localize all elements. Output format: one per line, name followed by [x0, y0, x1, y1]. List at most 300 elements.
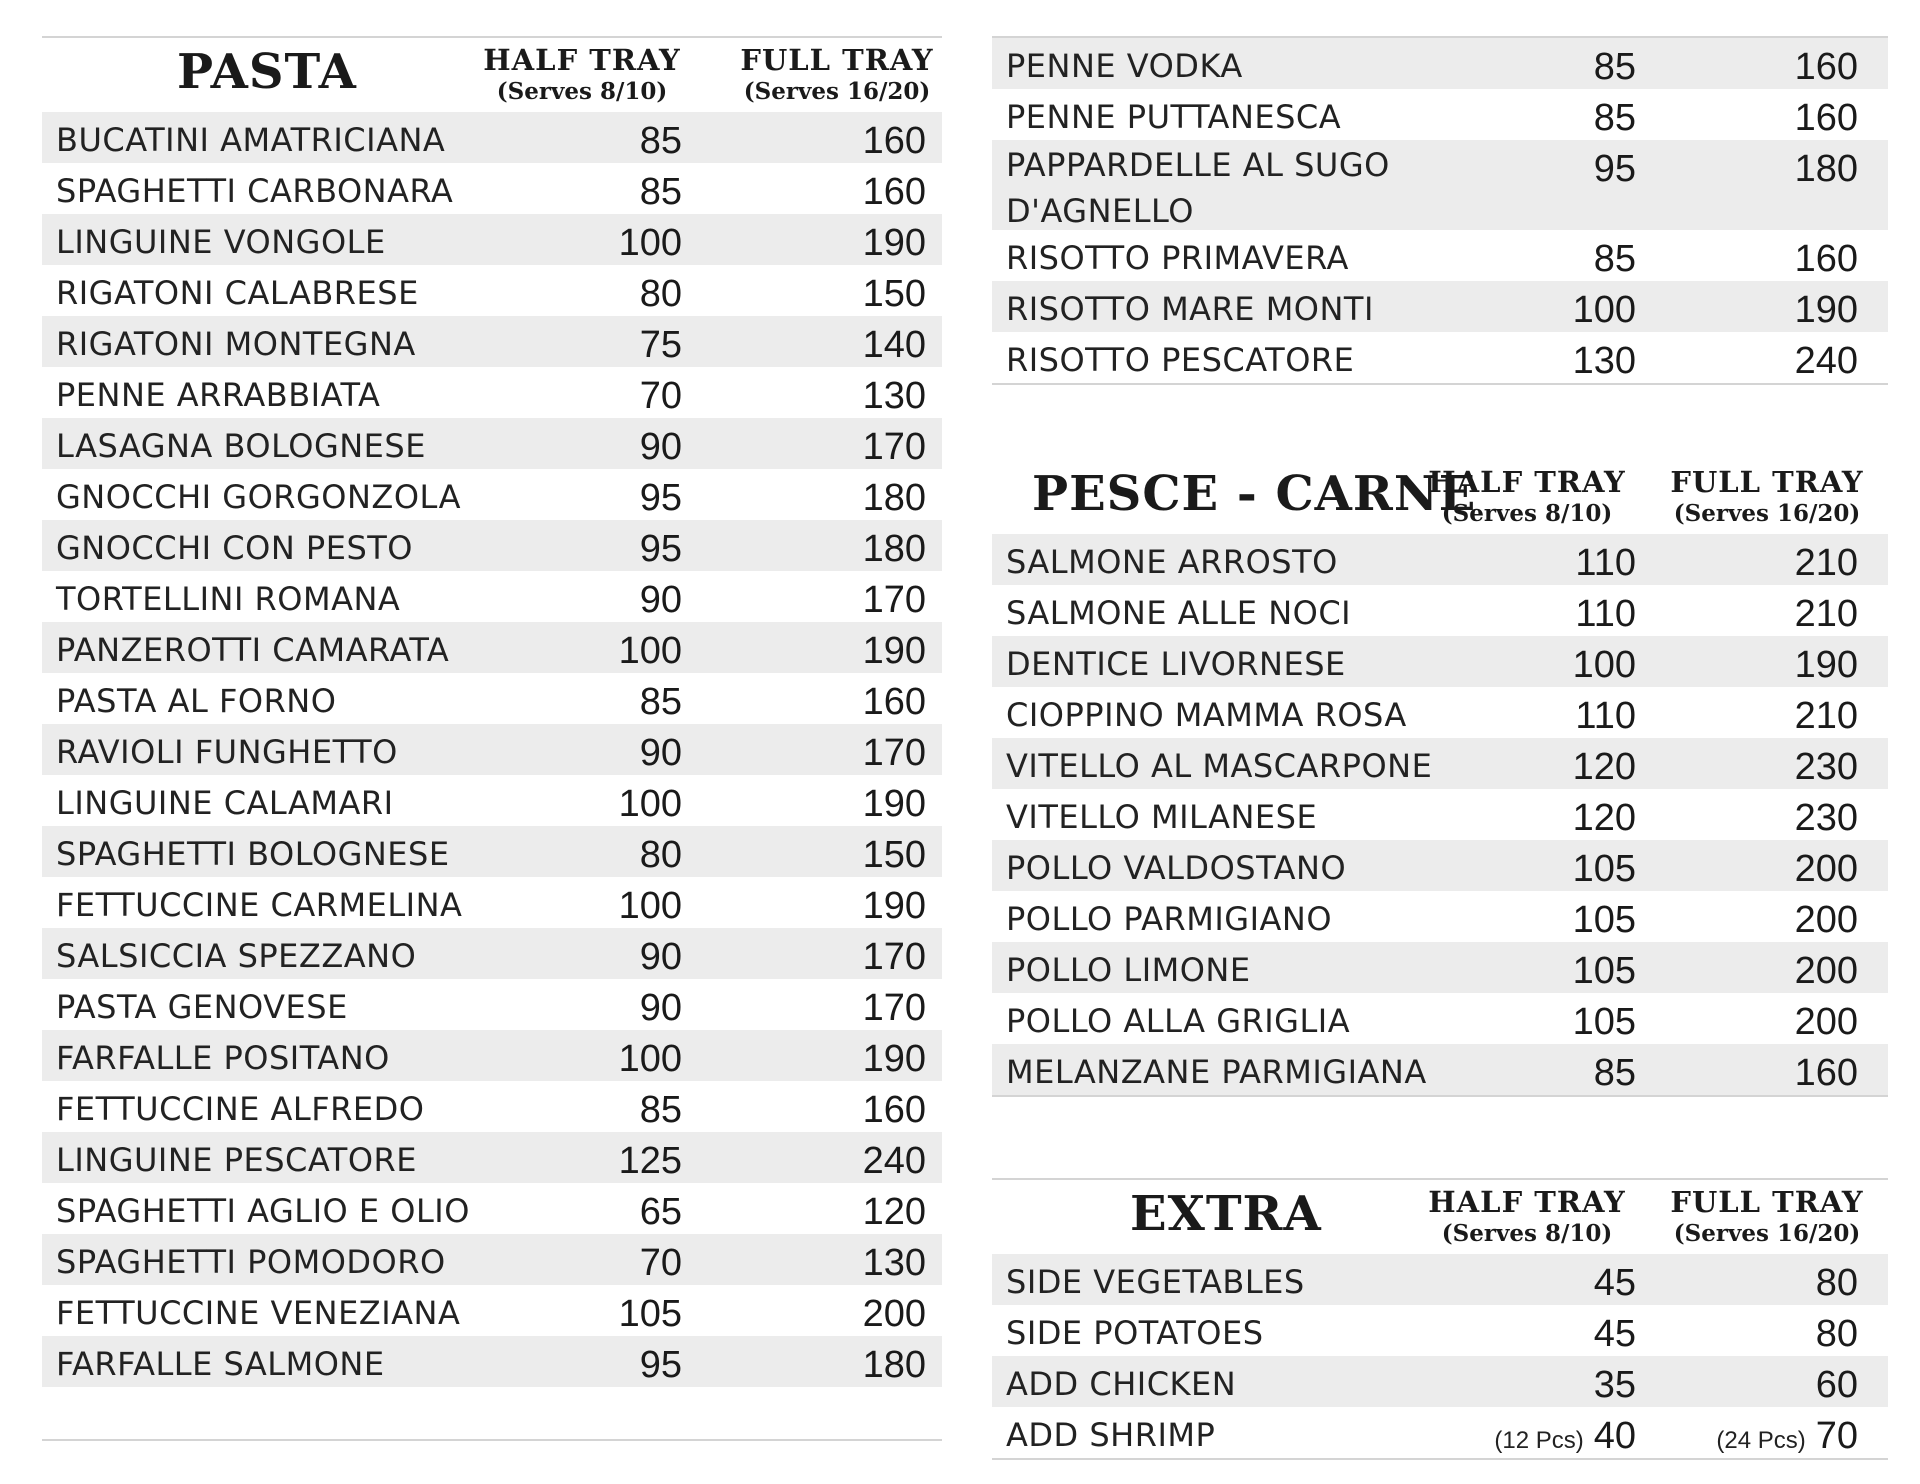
section-bottom-rule: [992, 383, 1888, 385]
full-tray-value: 160: [1794, 97, 1858, 139]
section-bottom-rule: [42, 1387, 942, 1441]
full-tray-value: 160: [1794, 238, 1858, 280]
full-tray-value: 190: [862, 885, 926, 927]
menu-item-row: [992, 1305, 1888, 1356]
menu-item-row: [992, 1407, 1888, 1458]
full-tray-label: FULL TRAY: [740, 43, 934, 77]
half-tray-value: 105: [1572, 1001, 1636, 1043]
full-tray-price: [863, 222, 926, 265]
menu-item-row: [42, 163, 942, 214]
menu-item-row: [992, 140, 1888, 230]
item-name: FETTUCCINE VENEZIANA: [56, 1294, 461, 1332]
item-name: LINGUINE CALAMARI: [56, 784, 394, 822]
half-tray-value: 85: [639, 120, 682, 162]
half-tray-value: 85: [639, 1089, 682, 1131]
half-tray-value: 45: [1593, 1313, 1636, 1355]
full-tray-value: 190: [862, 1038, 926, 1080]
menu-item-row: [42, 877, 942, 928]
full-tray-value: 160: [862, 171, 926, 213]
half-tray-value: 100: [618, 222, 682, 264]
section-title: EXTRA: [1130, 1186, 1322, 1242]
full-tray-value: 160: [862, 681, 926, 723]
pasta-section: [42, 36, 942, 1441]
half-tray-price: [1575, 593, 1636, 636]
item-name: TORTELLINI ROMANA: [56, 580, 401, 618]
half-tray-value: 80: [639, 273, 682, 315]
full-tray-price: [863, 426, 926, 469]
full-tray-price: [1816, 1364, 1858, 1407]
half-tray-label: HALF TRAY: [1428, 465, 1626, 499]
half-tray-value: 65: [639, 1191, 682, 1233]
half-tray-price: [640, 477, 682, 520]
item-name: VITELLO MILANESE: [1006, 798, 1318, 836]
half-tray-header: [1417, 1184, 1637, 1249]
full-tray-value: 160: [862, 120, 926, 162]
menu-item-row: [992, 840, 1888, 891]
full-tray-value: 190: [862, 630, 926, 672]
item-name: RAVIOLI FUNGHETTO: [56, 733, 398, 771]
full-tray-price: [1795, 695, 1858, 738]
half-tray-price: [640, 1242, 682, 1285]
full-tray-price: [863, 1140, 926, 1183]
menu-item-row: [42, 1336, 942, 1387]
menu-item-row: [42, 1081, 942, 1132]
full-tray-price: [1795, 97, 1858, 140]
item-name: SALMONE ALLE NOCI: [1006, 594, 1352, 632]
full-tray-value: 190: [1794, 289, 1858, 331]
full-tray-price: [1795, 542, 1858, 585]
half-tray-value: 90: [639, 936, 682, 978]
item-name: POLLO ALLA GRIGLIA: [1006, 1002, 1351, 1040]
full-tray-price: [863, 1089, 926, 1132]
half-tray-value: 100: [618, 783, 682, 825]
half-tray-value: 100: [1572, 644, 1636, 686]
full-tray-value: 240: [1794, 340, 1858, 382]
half-tray-value: 85: [1593, 238, 1636, 280]
item-name: DENTICE LIVORNESE: [1006, 645, 1346, 683]
half-tray-value: 40: [1593, 1415, 1636, 1457]
half-tray-price: [1575, 542, 1636, 585]
full-tray-price: [1795, 644, 1858, 687]
menu-item-row: [42, 928, 942, 979]
half-tray-value: 85: [639, 171, 682, 213]
full-tray-value: 180: [862, 1344, 926, 1386]
full-tray-price: [1795, 848, 1858, 891]
full-tray-price: [1795, 593, 1858, 636]
half-tray-value: 110: [1575, 542, 1636, 584]
full-tray-price: [863, 1191, 926, 1234]
menu-item-row: [42, 571, 942, 622]
half-tray-price: [1573, 797, 1636, 840]
menu-item-row: [42, 1132, 942, 1183]
half-tray-price: [1573, 289, 1636, 332]
menu-item-row: [42, 673, 942, 724]
half-tray-price: [640, 834, 682, 877]
half-tray-value: 105: [1572, 899, 1636, 941]
half-tray-value: 90: [639, 426, 682, 468]
full-tray-price: [1795, 950, 1858, 993]
menu-item-row: [42, 265, 942, 316]
full-tray-price: [863, 273, 926, 316]
half-tray-note: (12 Pcs): [1494, 1427, 1584, 1454]
half-tray-price: [640, 120, 682, 163]
full-tray-price: [863, 120, 926, 163]
full-tray-price: [1716, 1415, 1858, 1458]
full-tray-price: [863, 477, 926, 520]
menu-item-row: [42, 469, 942, 520]
half-tray-label: HALF TRAY: [483, 43, 681, 77]
full-tray-value: 160: [862, 1089, 926, 1131]
half-tray-price: [1594, 238, 1636, 281]
item-name: BUCATINI AMATRICIANA: [56, 121, 446, 159]
menu-item-row: [992, 687, 1888, 738]
half-tray-price: [619, 1140, 682, 1183]
item-name: FETTUCCINE ALFREDO: [56, 1090, 425, 1128]
full-tray-value: 170: [862, 732, 926, 774]
item-name: PANZEROTTI CAMARATA: [56, 631, 450, 669]
item-name: PENNE PUTTANESCA: [1006, 98, 1342, 136]
full-tray-value: 170: [862, 579, 926, 621]
half-tray-price: [1573, 340, 1636, 383]
item-name: SALMONE ARROSTO: [1006, 543, 1338, 581]
full-tray-price: [863, 681, 926, 724]
full-tray-value: 180: [862, 477, 926, 519]
full-tray-header: [732, 42, 942, 107]
menu-item-row: [992, 38, 1888, 89]
item-name: LINGUINE PESCATORE: [56, 1141, 417, 1179]
menu-list: [42, 112, 942, 1387]
full-tray-value: 210: [1794, 695, 1858, 737]
full-tray-price: [863, 783, 926, 826]
menu-item-row: [42, 1285, 942, 1336]
full-tray-price: [863, 834, 926, 877]
full-tray-value: 210: [1794, 593, 1858, 635]
item-name: POLLO LIMONE: [1006, 951, 1251, 989]
pesce-carne-section: [992, 460, 1888, 1097]
menu-item-row: [42, 622, 942, 673]
item-name: RISOTTO PESCATORE: [1006, 341, 1355, 379]
half-tray-value: 85: [1593, 97, 1636, 139]
item-name: LASAGNA BOLOGNESE: [56, 427, 426, 465]
menu-item-row: [42, 1030, 942, 1081]
half-tray-price: [1575, 695, 1636, 738]
full-tray-serves: (Serves 16/20): [1673, 1220, 1861, 1248]
full-tray-value: 230: [1794, 797, 1858, 839]
full-tray-value: 150: [862, 273, 926, 315]
half-tray-price: [640, 273, 682, 316]
half-tray-price: [640, 426, 682, 469]
half-tray-price: [640, 579, 682, 622]
half-tray-price: [1594, 46, 1636, 89]
item-name: PENNE VODKA: [1006, 47, 1243, 85]
half-tray-price: [1573, 746, 1636, 789]
item-name: SPAGHETTI POMODORO: [56, 1243, 446, 1281]
half-tray-price: [619, 630, 682, 673]
half-tray-value: 85: [1593, 46, 1636, 88]
half-tray-price: [1594, 1364, 1636, 1407]
full-tray-value: 170: [862, 936, 926, 978]
half-tray-value: 100: [618, 630, 682, 672]
item-name: FETTUCCINE CARMELINA: [56, 886, 463, 924]
item-name: SPAGHETTI CARBONARA: [56, 172, 454, 210]
menu-item-row: [42, 775, 942, 826]
half-tray-price: [619, 783, 682, 826]
menu-item-row: [992, 789, 1888, 840]
full-tray-price: [1795, 238, 1858, 281]
full-tray-price: [1795, 340, 1858, 383]
item-name: PENNE ARRABBIATA: [56, 376, 381, 414]
half-tray-price: [1594, 148, 1636, 191]
half-tray-value: 70: [639, 375, 682, 417]
menu-list: [992, 1254, 1888, 1458]
half-tray-value: 75: [639, 324, 682, 366]
half-tray-value: 105: [618, 1293, 682, 1335]
item-name: RISOTTO PRIMAVERA: [1006, 239, 1349, 277]
item-name: SIDE VEGETABLES: [1006, 1263, 1305, 1301]
full-tray-value: 200: [1794, 899, 1858, 941]
menu-item-row: [992, 1044, 1888, 1095]
full-tray-value: 230: [1794, 746, 1858, 788]
full-tray-price: [863, 324, 926, 367]
half-tray-value: 95: [639, 1344, 682, 1386]
full-tray-price: [863, 579, 926, 622]
item-name: CIOPPINO MAMMA ROSA: [1006, 696, 1407, 734]
menu-item-row: [992, 993, 1888, 1044]
half-tray-header: [1417, 464, 1637, 529]
full-tray-price: [1795, 289, 1858, 332]
half-tray-price: [640, 987, 682, 1030]
item-name: ADD CHICKEN: [1006, 1365, 1237, 1403]
pasta-header: [42, 38, 942, 112]
half-tray-price: [1573, 899, 1636, 942]
full-tray-value: 170: [862, 426, 926, 468]
half-tray-value: 105: [1572, 848, 1636, 890]
half-tray-price: [640, 1191, 682, 1234]
pesce-header: [992, 460, 1888, 534]
half-tray-value: 110: [1575, 695, 1636, 737]
half-tray-value: 120: [1572, 746, 1636, 788]
half-tray-value: 70: [639, 1242, 682, 1284]
half-tray-price: [1573, 950, 1636, 993]
full-tray-value: 200: [862, 1293, 926, 1335]
full-tray-price: [863, 1242, 926, 1285]
menu-item-row: [42, 1234, 942, 1285]
half-tray-value: 95: [639, 477, 682, 519]
menu-item-row: [992, 891, 1888, 942]
half-tray-value: 45: [1593, 1262, 1636, 1304]
full-tray-label: FULL TRAY: [1670, 1185, 1864, 1219]
half-tray-price: [640, 1344, 682, 1387]
menu-item-row: [42, 520, 942, 571]
half-tray-price: [640, 528, 682, 571]
full-tray-value: 190: [862, 222, 926, 264]
full-tray-value: 180: [1794, 148, 1858, 190]
full-tray-price: [863, 630, 926, 673]
menu-item-row: [42, 1183, 942, 1234]
section-title: PESCE - CARNE: [1032, 466, 1477, 522]
half-tray-value: 110: [1575, 593, 1636, 635]
half-tray-price: [1594, 1052, 1636, 1095]
half-tray-value: 85: [639, 681, 682, 723]
half-tray-price: [619, 885, 682, 928]
full-tray-value: 170: [862, 987, 926, 1029]
full-tray-price: [863, 1293, 926, 1336]
menu-item-row: [992, 942, 1888, 993]
full-tray-price: [1795, 746, 1858, 789]
menu-item-row: [992, 636, 1888, 687]
half-tray-serves: (Serves 8/10): [1441, 500, 1613, 528]
full-tray-price: [863, 936, 926, 979]
half-tray-value: 90: [639, 732, 682, 774]
menu-item-row: [42, 826, 942, 877]
half-tray-price: [1573, 848, 1636, 891]
item-name: SIDE POTATOES: [1006, 1314, 1264, 1352]
menu-item-row: [42, 316, 942, 367]
half-tray-price: [1594, 1262, 1636, 1305]
full-tray-price: [1795, 46, 1858, 89]
half-tray-value: 125: [618, 1140, 682, 1182]
section-title: PASTA: [177, 44, 357, 100]
half-tray-price: [1594, 1313, 1636, 1356]
full-tray-value: 160: [1794, 1052, 1858, 1094]
full-tray-value: 130: [862, 375, 926, 417]
full-tray-price: [863, 732, 926, 775]
full-tray-price: [863, 987, 926, 1030]
half-tray-value: 120: [1572, 797, 1636, 839]
half-tray-value: 80: [639, 834, 682, 876]
half-tray-value: 95: [639, 528, 682, 570]
item-name: LINGUINE VONGOLE: [56, 223, 386, 261]
half-tray-price: [1594, 97, 1636, 140]
full-tray-header: [1657, 1184, 1877, 1249]
half-tray-serves: (Serves 8/10): [496, 78, 668, 106]
full-tray-value: 200: [1794, 1001, 1858, 1043]
item-name: RISOTTO MARE MONTI: [1006, 290, 1374, 328]
full-tray-value: 190: [862, 783, 926, 825]
full-tray-value: 180: [862, 528, 926, 570]
half-tray-value: 100: [1572, 289, 1636, 331]
half-tray-label: HALF TRAY: [1428, 1185, 1626, 1219]
menu-item-row: [42, 112, 942, 163]
item-name: MELANZANE PARMIGIANA: [1006, 1053, 1427, 1091]
half-tray-value: 85: [1593, 1052, 1636, 1094]
full-tray-value: 200: [1794, 848, 1858, 890]
menu-item-row: [992, 332, 1888, 383]
half-tray-header: [482, 42, 682, 107]
full-tray-value: 210: [1794, 542, 1858, 584]
extra-header: [992, 1180, 1888, 1254]
half-tray-price: [640, 732, 682, 775]
full-tray-label: FULL TRAY: [1670, 465, 1864, 499]
item-name: SALSICCIA SPEZZANO: [56, 937, 417, 975]
half-tray-price: [1494, 1415, 1636, 1458]
full-tray-value: 240: [862, 1140, 926, 1182]
item-name: PASTA GENOVESE: [56, 988, 348, 1026]
item-name: SPAGHETTI BOLOGNESE: [56, 835, 450, 873]
half-tray-price: [640, 681, 682, 724]
half-tray-value: 95: [1593, 148, 1636, 190]
half-tray-price: [619, 1293, 682, 1336]
full-tray-value: 140: [862, 324, 926, 366]
item-name: GNOCCHI CON PESTO: [56, 529, 413, 567]
full-tray-note: (24 Pcs): [1716, 1427, 1806, 1454]
half-tray-value: 100: [618, 1038, 682, 1080]
item-name: POLLO PARMIGIANO: [1006, 900, 1333, 938]
half-tray-value: 100: [618, 885, 682, 927]
half-tray-price: [619, 222, 682, 265]
full-tray-price: [1795, 797, 1858, 840]
full-tray-value: 80: [1815, 1262, 1858, 1304]
extra-section: [992, 1178, 1888, 1460]
item-name: GNOCCHI GORGONZOLA: [56, 478, 461, 516]
full-tray-serves: (Serves 16/20): [743, 78, 931, 106]
pasta-continued-section: [992, 36, 1888, 385]
menu-list: [992, 38, 1888, 383]
half-tray-price: [640, 1089, 682, 1132]
full-tray-value: 190: [1794, 644, 1858, 686]
menu-item-row: [992, 585, 1888, 636]
menu-list: [992, 534, 1888, 1095]
item-name: FARFALLE SALMONE: [56, 1345, 385, 1383]
half-tray-price: [1573, 644, 1636, 687]
menu-item-row: [992, 534, 1888, 585]
full-tray-value: 150: [862, 834, 926, 876]
item-name: VITELLO AL MASCARPONE: [1006, 747, 1433, 785]
menu-item-row: [42, 418, 942, 469]
item-name: RIGATONI CALABRESE: [56, 274, 419, 312]
half-tray-value: 105: [1572, 950, 1636, 992]
menu-item-row: [42, 724, 942, 775]
item-name: ADD SHRIMP: [1006, 1416, 1216, 1454]
half-tray-price: [640, 375, 682, 418]
half-tray-value: 130: [1572, 340, 1636, 382]
item-name: SPAGHETTI AGLIO E OLIO: [56, 1192, 470, 1230]
item-name: PAPPARDELLE AL SUGO D'AGNELLO: [1006, 146, 1390, 230]
menu-item-row: [42, 979, 942, 1030]
half-tray-serves: (Serves 8/10): [1441, 1220, 1613, 1248]
full-tray-price: [1795, 148, 1858, 191]
full-tray-price: [1816, 1262, 1858, 1305]
menu-item-row: [992, 281, 1888, 332]
half-tray-price: [640, 171, 682, 214]
item-name: POLLO VALDOSTANO: [1006, 849, 1347, 887]
full-tray-value: 70: [1815, 1415, 1858, 1457]
item-name: RIGATONI MONTEGNA: [56, 325, 416, 363]
section-bottom-rule: [992, 1095, 1888, 1097]
full-tray-price: [1795, 1001, 1858, 1044]
menu-item-row: [42, 214, 942, 265]
full-tray-price: [863, 1038, 926, 1081]
full-tray-value: 120: [862, 1191, 926, 1233]
full-tray-price: [1795, 899, 1858, 942]
section-bottom-rule: [992, 1458, 1888, 1460]
half-tray-price: [640, 324, 682, 367]
full-tray-price: [1816, 1313, 1858, 1356]
half-tray-price: [619, 1038, 682, 1081]
menu-item-row: [992, 230, 1888, 281]
half-tray-value: 90: [639, 579, 682, 621]
half-tray-price: [1573, 1001, 1636, 1044]
full-tray-price: [863, 885, 926, 928]
menu-item-row: [42, 367, 942, 418]
item-name: PASTA AL FORNO: [56, 682, 337, 720]
menu-item-row: [992, 738, 1888, 789]
item-name: FARFALLE POSITANO: [56, 1039, 390, 1077]
half-tray-value: 35: [1593, 1364, 1636, 1406]
full-tray-value: 80: [1815, 1313, 1858, 1355]
menu-item-row: [992, 1254, 1888, 1305]
full-tray-price: [1795, 1052, 1858, 1095]
